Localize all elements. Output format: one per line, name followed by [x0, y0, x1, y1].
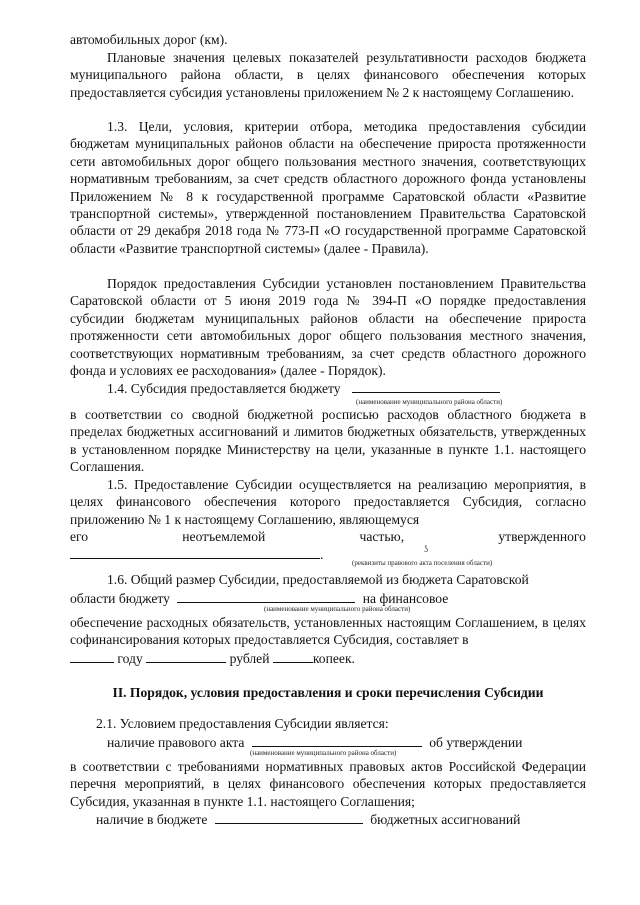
- para-legal-cont: в соответствии с требованиями нормативных правовых актов Российской Федерации перечня мероприятий, в целях финансового обеспечения которых предоставляется Субсидия, указанная в пункте 1.1. настоящего Соглашения;: [70, 759, 586, 809]
- word-approved: утвержденного: [498, 529, 586, 544]
- para-1-3: 1.3. Цели, условия, критерии отбора, методика предоставления субсидии бюджетам муниципальных районов области на обеспечение прироста протяженности сети автомобильных дорог общего пользования местного значения, соответствующих нормативным требованиям, за счет средств областного дорожного фонда установлены Приложением № 8 к государственной программе Саратовской области «Развитие транспортной системы», утвержденной постановлением Правительства Саратовской области от 29 декабря 2018 года № 773-П «О государственной программе Саратовской области «Развитие транспортной системы» (далее - Правила).: [70, 119, 586, 256]
- hint-district-2: (наименование муниципального района области): [264, 605, 411, 613]
- para-1-4-text: 1.4. Субсидия предоставляется бюджету: [107, 381, 341, 396]
- budget-blank: [215, 810, 363, 824]
- para-1-4-cont: в соответствии со сводной бюджетной росписью расходов областного бюджета в пределах бюджетных ассигнований и лимитов бюджетных обязательств, утвержденных в установленном порядке Министерству на цели, указанные в пункте 1.1. настоящего Соглашения.: [70, 407, 586, 475]
- rubles-blank: [146, 649, 226, 663]
- word-his: его: [70, 529, 89, 544]
- act-blank: [70, 545, 320, 559]
- para-2-1: 2.1. Условием предоставления Субсидии является:: [96, 716, 389, 731]
- word-integral: неотъемлемой: [182, 529, 266, 544]
- section-2-heading: II. Порядок, условия предоставления и сроки перечисления Субсидии: [112, 685, 544, 700]
- act-blank-line: .: [70, 545, 323, 563]
- para-1-6-cont: обеспечение расходных обязательств, установленных настоящим Соглашением, в целях софинансирования которых предоставляется Субсидия, составляет в: [70, 615, 586, 648]
- para-legal-a: наличие правового акта: [107, 735, 245, 750]
- district-blank-2: [177, 589, 355, 603]
- hint-district-3: (наименование муниципального района области): [250, 749, 397, 757]
- hint-district-1: (наименование муниципального района области): [356, 398, 503, 406]
- hint-act: (реквизиты правового акта поселения области): [352, 559, 493, 567]
- kopecks-label: копеек.: [312, 651, 355, 666]
- para-1-4: [107, 379, 500, 397]
- kopecks-blank: [273, 649, 313, 663]
- para-budget: [96, 810, 520, 828]
- word-part: частью,: [359, 529, 405, 544]
- para-legal-b: об утверждении: [429, 735, 523, 750]
- district-blank: [352, 379, 500, 393]
- para-1-6-a: 1.6. Общий размер Субсидии, предоставляемой из бюджета Саратовской: [107, 572, 529, 587]
- legal-act-blank: [252, 733, 422, 747]
- para-order: Порядок предоставления Субсидии установлен постановлением Правительства Саратовской области от 5 июня 2019 года № 394-П «О порядке предоставления субсидии бюджетам муниципальных районов области на обеспечение прироста протяженности сети автомобильных дорог общего пользования местного значения, соответствующих нормативным требованиям, за счет средств областного дорожного фонда и условиях ее расходования» (далее - Порядок).: [70, 276, 586, 379]
- para-1-5-words: [70, 528, 586, 545]
- year-label: году: [117, 651, 143, 666]
- rubles-label: рублей: [229, 651, 270, 666]
- para-1-6-b1: области бюджету: [70, 591, 170, 606]
- page-mark: ʖ: [424, 544, 428, 554]
- para-budget-a: наличие в бюджете: [96, 812, 208, 827]
- para-1-5: 1.5. Предоставление Субсидии осуществляется на реализацию мероприятия, в целях финансового обеспечения которого предоставляется Субсидия, согласно приложению № 1 к настоящему Соглашению, являющемуся: [70, 477, 586, 527]
- para-1-6-b2: на финансовое: [362, 591, 449, 606]
- para-planned-values: Плановые значения целевых показателей результативности расходов бюджета муниципального района области, в целях финансового обеспечения которых предоставляется субсидия установлены приложением № 2 к настоящему Соглашению.: [70, 50, 586, 100]
- para-1-6-amount: [70, 649, 355, 667]
- year-blank: [70, 649, 114, 663]
- para-top: автомобильных дорог (км).: [70, 32, 228, 47]
- para-budget-b: бюджетных ассигнований: [370, 812, 521, 827]
